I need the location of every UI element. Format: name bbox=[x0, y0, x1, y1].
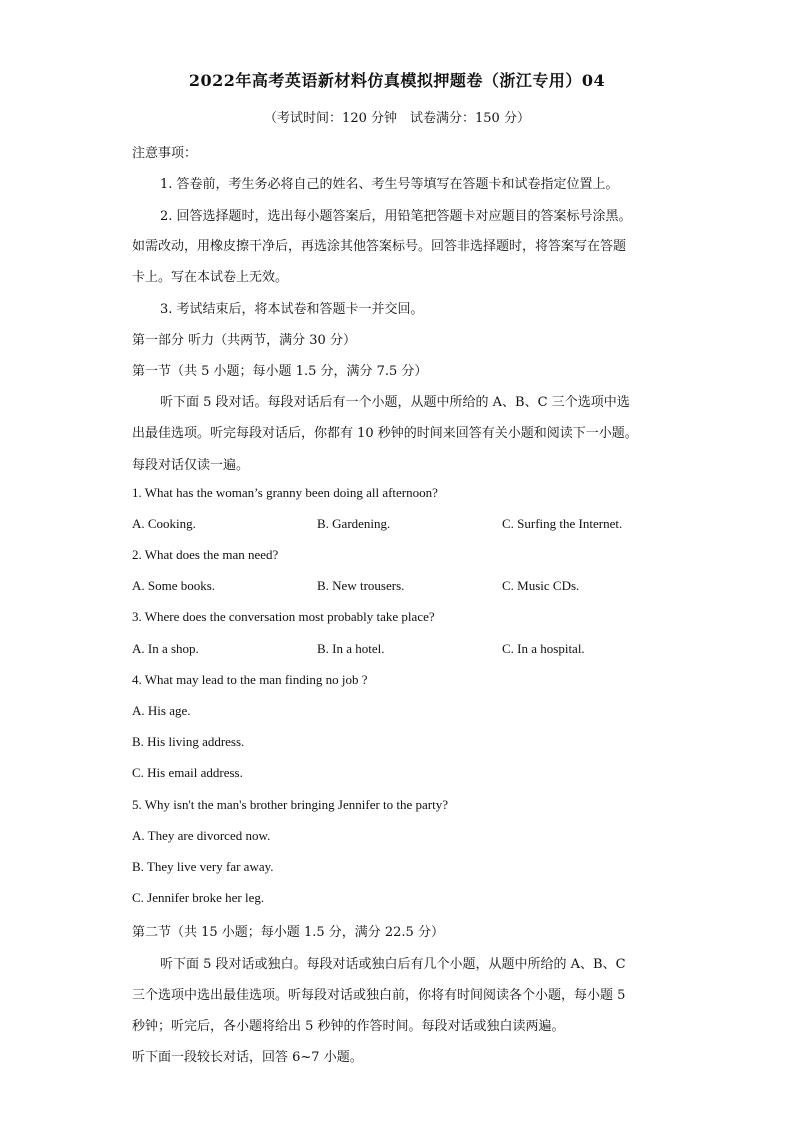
q1-option-b: B. Gardening. bbox=[317, 516, 391, 531]
q4-option-c: C. His email address. bbox=[132, 765, 243, 780]
q2-option-c: C. Music CDs. bbox=[502, 578, 580, 593]
q1-option-c: C. Surfing the Internet. bbox=[502, 516, 623, 531]
q3-option-c: C. In a hospital. bbox=[502, 641, 585, 656]
q5-option-c: C. Jennifer broke her leg. bbox=[132, 890, 265, 905]
section1-intro-line-3: 每段对话仅读一遍。 bbox=[132, 458, 250, 473]
notice-item-2-line-1: 2. 回答选择题时，选出每小题答案后，用铅笔把答题卡对应题目的答案标号涂黑。 bbox=[160, 209, 632, 224]
question-4: 4. What may lead to the man finding no job ? bbox=[132, 672, 368, 687]
question-2: 2. What does the man need? bbox=[132, 547, 279, 562]
notice-item-1: 1. 答卷前，考生务必将自己的姓名、考生号等填写在答题卡和试卷指定位置上。 bbox=[160, 177, 619, 192]
question-3: 3. Where does the conversation most probably take place? bbox=[132, 609, 435, 624]
q5-option-b: B. They live very far away. bbox=[132, 859, 274, 874]
q2-option-b: B. New trousers. bbox=[317, 578, 405, 593]
question-1: 1. What has the woman’s granny been doing all afternoon? bbox=[132, 485, 438, 500]
page-title: 2022年高考英语新材料仿真模拟押题卷（浙江专用）04 bbox=[188, 71, 606, 90]
question-5: 5. Why isn't the man's brother bringing Jennifer to the party? bbox=[132, 797, 449, 812]
q4-option-b: B. His living address. bbox=[132, 734, 245, 749]
q2-option-a: A. Some books. bbox=[132, 578, 216, 593]
section2-intro-line-1: 听下面 5 段对话或独白。每段对话或独白后有几个小题，从题中所给的 A、B、C bbox=[160, 957, 626, 972]
section1-intro-line-1: 听下面 5 段对话。每段对话后有一个小题，从题中所给的 A、B、C 三个选项中选 bbox=[160, 395, 630, 410]
notice-item-2-line-3: 卡上。写在本试卷上无效。 bbox=[132, 270, 289, 285]
notice-heading: 注意事项： bbox=[132, 146, 198, 161]
section2-intro-line-3: 秒钟；听完后，各小题将给出 5 秒钟的作答时间。每段对话或独白读两遍。 bbox=[132, 1019, 565, 1034]
q3-option-b: B. In a hotel. bbox=[317, 641, 385, 656]
q3-option-a: A. In a shop. bbox=[132, 641, 199, 656]
q1-option-a: A. Cooking. bbox=[132, 516, 196, 531]
section2-heading: 第二节（共 15 小题；每小题 1.5 分，满分 22.5 分） bbox=[132, 925, 444, 940]
notice-item-3: 3. 考试结束后，将本试卷和答题卡一并交回。 bbox=[160, 302, 424, 317]
notice-item-2-line-2: 如需改动，用橡皮擦干净后，再选涂其他答案标号。回答非选择题时，将答案写在答题 bbox=[132, 239, 627, 254]
section1-intro-line-2: 出最佳选项。听完每段对话后，你都有 10 秒钟的时间来回答有关小题和阅读下一小题。 bbox=[132, 426, 638, 441]
part1-heading: 第一部分 听力（共两节，满分 30 分） bbox=[132, 333, 356, 348]
exam-time-info: （考试时间：120 分钟 试卷满分：150 分） bbox=[264, 111, 530, 126]
section1-heading: 第一节（共 5 小题；每小题 1.5 分，满分 7.5 分） bbox=[132, 364, 428, 379]
section2-instruction: 听下面一段较长对话，回答 6~7 小题。 bbox=[132, 1050, 363, 1065]
q5-option-a: A. They are divorced now. bbox=[132, 828, 271, 843]
q4-option-a: A. His age. bbox=[132, 703, 191, 718]
section2-intro-line-2: 三个选项中选出最佳选项。听每段对话或独白前，你将有时间阅读各个小题，每小题 5 bbox=[132, 988, 626, 1003]
